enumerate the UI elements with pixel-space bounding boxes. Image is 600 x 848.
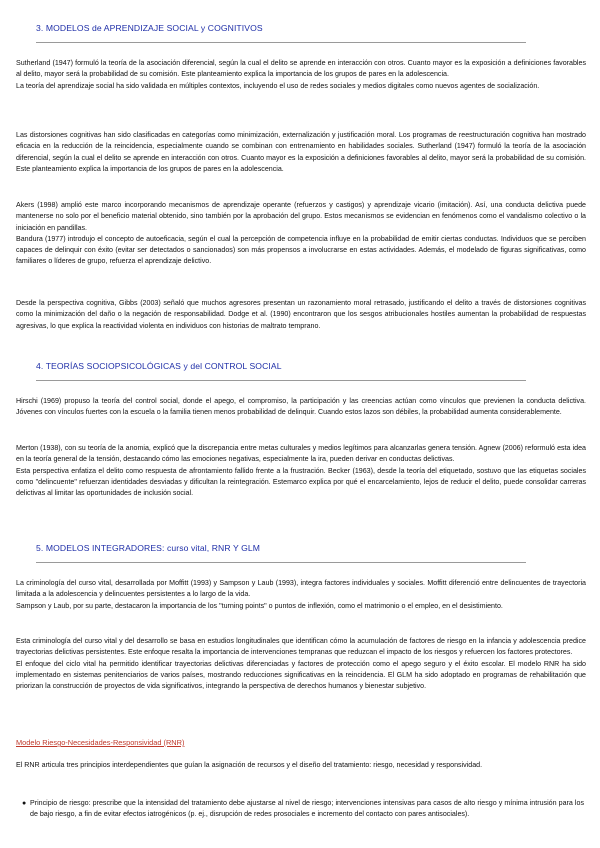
section-5-rule	[36, 562, 526, 563]
paragraph-line: Bandura (1977) introdujo el concepto de autoeficacia, según el cual la percepción de competencia influye en la probabilidad de emitir ciertas conductas. Individuos que se perciben capaces de delinquir con éxito (evitar ser detectados o sancionados) son más propensos a involucrarse en estas actividades. Además, el modelado de figuras significativas, como familiares o líderes de grupo, refuerza el aprendizaje delictivo.	[16, 234, 586, 266]
section-3-heading: 3. MODELOS de APRENDIZAJE SOCIAL y COGNITIVOS	[36, 23, 263, 33]
bullet-icon: ●	[22, 800, 27, 807]
section-4-heading: 4. TEORÍAS SOCIOPSICOLÓGICAS y del CONTROL SOCIAL	[36, 361, 282, 371]
paragraph-line: Sutherland (1947) formuló la teoría de la asociación diferencial, según la cual el delito se aprende en interacción con otros. Cuanto mayor es la exposición a definiciones favorables al delito, mayor será la probabilidad de su comisión. Este planteamiento explica la importancia de los grupos de pares en la adolescencia.	[16, 59, 586, 79]
section-3-paragraph-3	[16, 200, 586, 268]
bullet-text: Principio de riesgo: prescribe que la intensidad del tratamiento debe ajustarse al nivel de riesgo; intervenciones intensivas para casos de alto riesgo y mínima intrusión para los de bajo riesgo, a fin de evitar efectos iatrogénicos (p. ej., disrupción de redes prosociales e incremento del contacto con pares antisociales).	[30, 799, 584, 819]
paragraph-line: La criminología del curso vital, desarrollada por Moffitt (1993) y Sampson y Laub (1993), integra factores individuales y sociales. Moffitt diferenció entre delincuentes de trayectoria limitada a la adolescencia y delincuentes persistentes a lo largo de la vida.	[16, 579, 586, 599]
paragraph-line: Hirschi (1969) propuso la teoría del control social, donde el apego, el compromiso, la participación y las creencias actúan como vínculos que previenen la conducta delictiva. Jóvenes con vínculos fuertes con la escuela o la familia tienen menos probabilidad de delinquir. Cuando estos lazos son débiles, la probabilidad aumenta considerablemente.	[16, 397, 586, 417]
paragraph-line: Esta perspectiva enfatiza el delito como respuesta de afrontamiento fallido frente a la frustración. Becker (1963), desde la teoría del etiquetado, sostuvo que las etiquetas sociales como "delincuente" refuerzan identidades desviadas y dificultan la reintegración. Estemarco explica por qué el encarcelamiento, lejos de reducir el delito, puede consolidar carreras delictivas al limitar las oportunidades de inclusión social.	[16, 466, 586, 498]
section-4-paragraph-2	[16, 443, 586, 499]
paragraph-line: La teoría del aprendizaje social ha sido validada en múltiples contextos, incluyendo el uso de redes sociales y medios digitales como nuevos agentes de socialización.	[16, 81, 540, 90]
paragraph-line: Merton (1938), con su teoría de la anomia, explicó que la discrepancia entre metas culturales y medios legítimos para alcanzarlas genera tensión. Agnew (2006) reformuló esta idea en la teoría general de la tensión, destacando cómo las emociones negativas, especialmente la ira, pueden derivar en conductas delictivas.	[16, 444, 586, 464]
rnr-intro: El RNR articula tres principios interdependientes que guían la asignación de recursos y el diseño del tratamiento: riesgo, necesidad y responsividad.	[16, 761, 483, 769]
paragraph-line: Las distorsiones cognitivas han sido clasificadas en categorías como minimización, externalización y justificación moral. Los programas de reestructuración cognitiva han mostrado eficacia en la reducción de la reincidencia, especialmente cuando se combinan con entrenamiento en habilidades sociales. Sutherland (1947) formuló la teoría de la asociación diferencial, según la cual el delito se aprende en interacción con otros. Cuanto mayor es la exposición a definiciones favorables al delito, mayor será la probabilidad de su comisión. Este planteamiento explica la importancia de los grupos de pares en la adolescencia.	[16, 131, 586, 173]
section-5-heading: 5. MODELOS INTEGRADORES: curso vital, RNR Y GLM	[36, 543, 261, 553]
paragraph-line: El enfoque del ciclo vital ha permitido identificar trayectorias delictivas diferenciadas y factores de protección como el apego seguro y el éxito escolar. El modelo RNR ha sido implementado en sistemas penitenciarios de varios países, mostrando reducciones significativas en la reincidencia. El GLM ha sido adoptado en programas de rehabilitación que priorizan la construcción de proyectos de vida significativos, integrando la perspectiva de derechos humanos y bienestar subjetivo.	[16, 659, 586, 691]
section-5-paragraph-2	[16, 636, 586, 692]
section-4-rule	[36, 380, 526, 381]
section-3-rule	[36, 42, 526, 43]
section-3-paragraph-2	[16, 130, 586, 175]
section-5-paragraph-1	[16, 578, 586, 612]
section-3-paragraph-1	[16, 58, 586, 92]
paragraph-line: Esta criminología del curso vital y del desarrollo se basa en estudios longitudinales que identifican cómo la acumulación de factores de riesgo en la infancia y adolescencia predice trayectorias delictivas persistentes. Este enfoque resalta la importancia de intervenciones tempranas que reduzcan el impacto de los riesgos y refuercen los factores protectores.	[16, 637, 586, 657]
paragraph-line: Desde la perspectiva cognitiva, Gibbs (2003) señaló que muchos agresores presentan un razonamiento moral retrasado, justificando el delito a través de distorsiones cognitivas como la minimización del daño o la negación de responsabilidad. Dodge et al. (1990) encontraron que los sesgos atribucionales hostiles aumentan la probabilidad de respuestas agresivas, lo que explica la reactividad violenta en individuos con historias de maltrato temprano.	[16, 299, 586, 330]
paragraph-line: Sampson y Laub, por su parte, destacaron la importancia de los "turning points" o puntos de inflexión, como el matrimonio o el empleo, en el desistimiento.	[16, 601, 503, 610]
rnr-subheading: Modelo Riesgo-Necesidades-Responsividad (RNR)	[16, 738, 185, 747]
section-3-paragraph-4	[16, 298, 586, 332]
paragraph-line: Akers (1998) amplió este marco incorporando mecanismos de aprendizaje operante (refuerzos y castigos) y aprendizaje vicario (imitación). Así, una conducta delictiva puede mantenerse no solo por el beneficio material obtenido, sino también por la aprobación del grupo. Estos mecanismos se evidencian en fenómenos como el vandalismo colectivo o la iniciación en pandillas.	[16, 201, 586, 232]
rnr-bullet-list-item	[22, 798, 584, 821]
section-4-paragraph-1	[16, 396, 586, 419]
